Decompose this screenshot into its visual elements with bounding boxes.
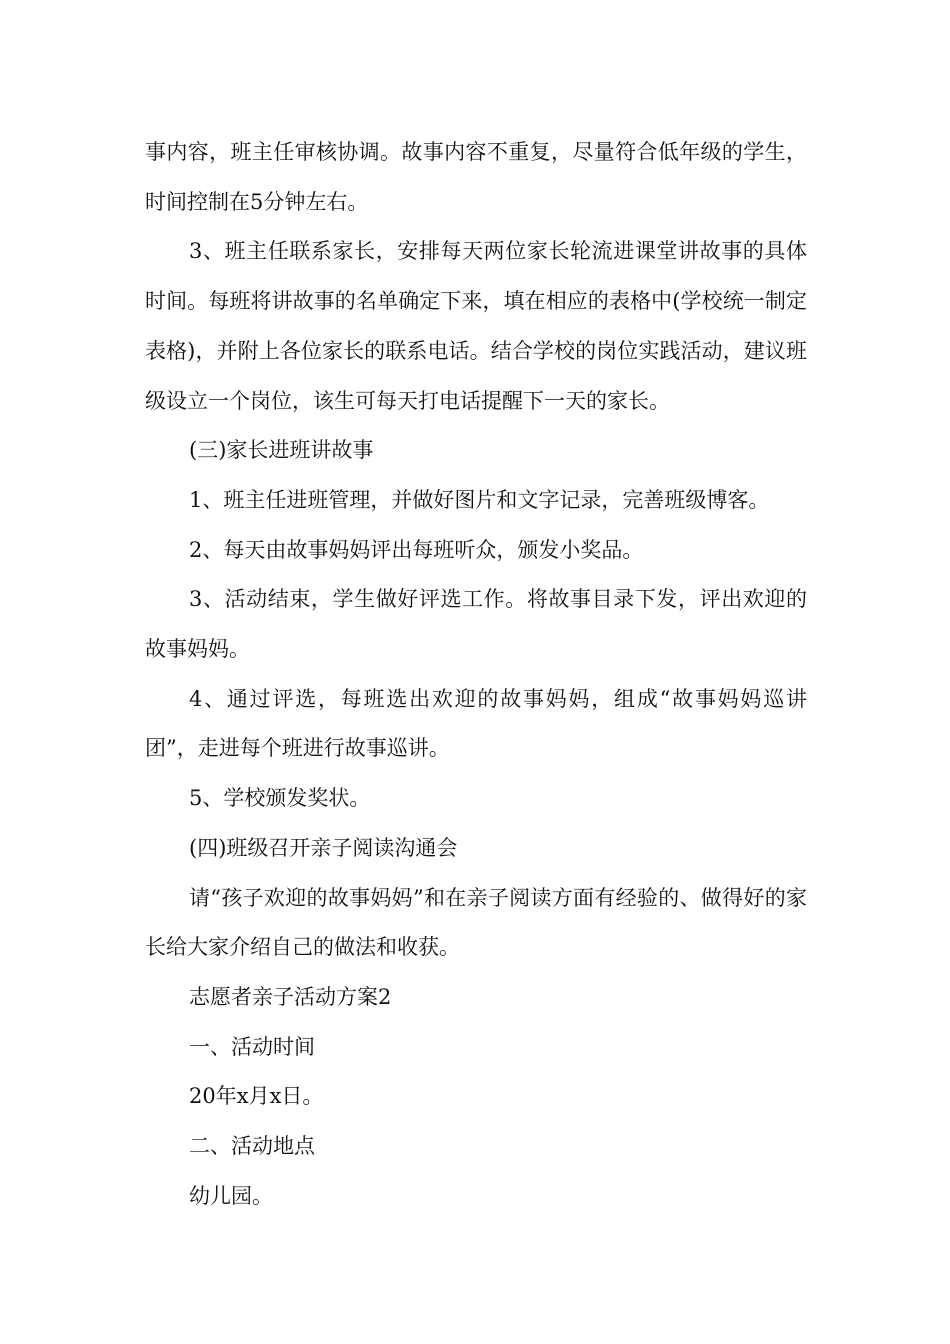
section-heading-reading-meeting: (四)班级召开亲子阅读沟通会 — [189, 835, 458, 860]
heading-activity-time: 一、活动时间 — [189, 1034, 315, 1059]
paragraph-item-5: 5、学校颁发奖状。 — [189, 786, 371, 811]
section-heading-parents-storytelling: (三)家长进班讲故事 — [189, 438, 374, 463]
heading-activity-location: 二、活动地点 — [189, 1134, 315, 1159]
activity-date: 20年x月x日。 — [189, 1084, 324, 1109]
paragraph-story-content-continued: 事内容，班主任审核协调。故事内容不重复，尽量符合低年级的学生，时间控制在5分钟左右。 — [145, 140, 807, 214]
plan-title: 志愿者亲子活动方案2 — [189, 984, 392, 1009]
paragraph-item-1: 1、班主任进班管理，并做好图片和文字记录，完善班级博客。 — [189, 487, 770, 512]
paragraph-item-4: 4、通过评选，每班选出欢迎的故事妈妈，组成“故事妈妈巡讲团”，走进每个班进行故事巡讲。 — [145, 686, 807, 761]
activity-location: 幼儿园。 — [189, 1183, 273, 1208]
document-body — [145, 128, 807, 1221]
paragraph-reading-meeting: 请“孩子欢迎的故事妈妈”和在亲子阅读方面有经验的、做得好的家长给大家介绍自己的做法和收获。 — [145, 885, 807, 960]
paragraph-item-3: 3、活动结束，学生做好评选工作。将故事目录下发，评出欢迎的故事妈妈。 — [145, 587, 807, 662]
paragraph-item-2: 2、每天由故事妈妈评出每班听众，颁发小奖品。 — [189, 537, 644, 562]
paragraph-contact-parents: 3、班主任联系家长，安排每天两位家长轮流进课堂讲故事的具体时间。每班将讲故事的名单确定下来，填在相应的表格中(学校统一制定表格)，并附上各位家长的联系电话。结合学校的岗位实践活动，建议班级设立一个岗位，该生可每天打电话提醒下一天的家长。 — [145, 239, 807, 413]
